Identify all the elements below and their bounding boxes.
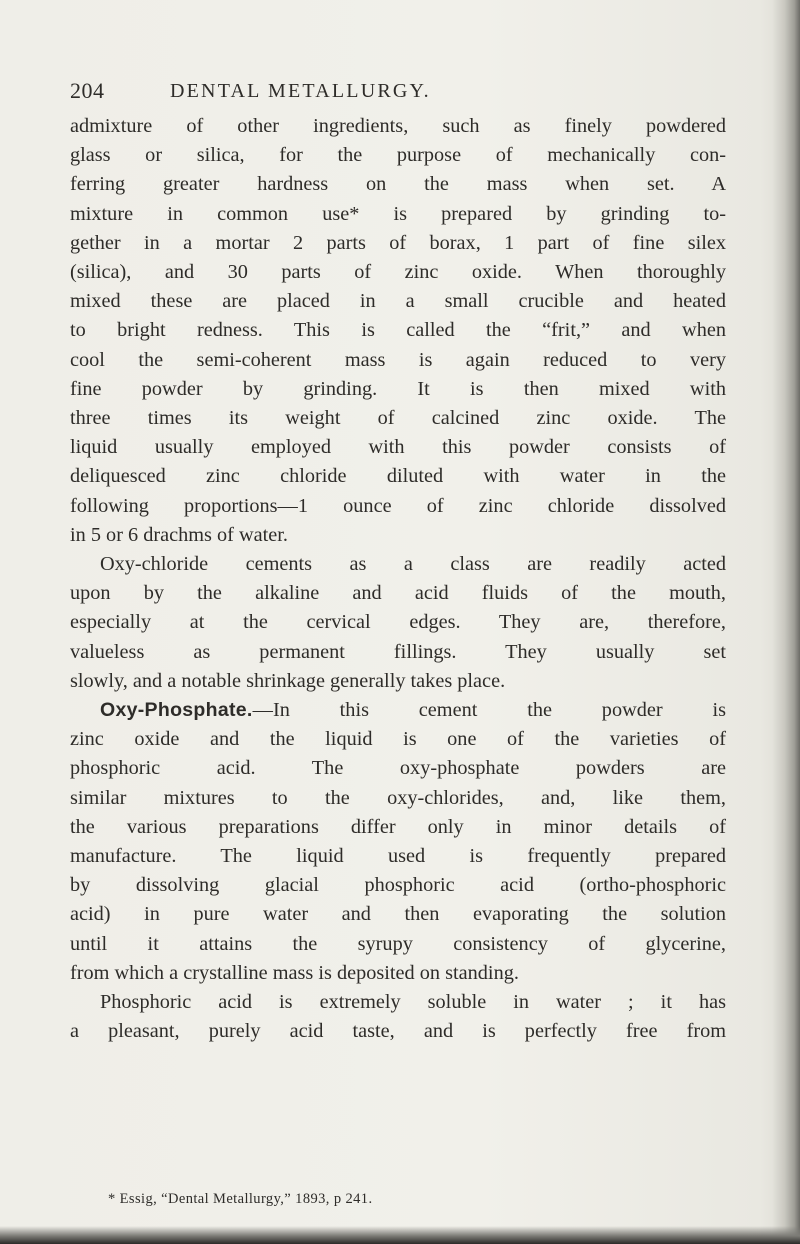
section-first-line-text: —In this cement the powder is (252, 699, 726, 722)
running-head: DENTAL METALLURGY. (170, 80, 431, 102)
section-heading: Oxy-Phosphate. (100, 699, 253, 722)
text-line: gether in a mortar 2 parts of borax, 1 part of fine silex (70, 231, 726, 254)
text-line: until it attains the syrupy consistency of glycerine, (70, 932, 726, 955)
text-line: three times its weight of calcined zinc oxide. The (70, 407, 726, 430)
text-line: from which a crystalline mass is deposited on standing. (70, 961, 519, 984)
text-line: liquid usually employed with this powder consists of (70, 436, 726, 459)
text-line: cool the semi-coherent mass is again reduced to very (70, 348, 726, 371)
text-line: valueless as permanent fillings. They usually set (70, 640, 726, 663)
footnote: * Essig, “Dental Metallurgy,” 1893, p 241. (108, 1191, 373, 1207)
text-line: mixed these are placed in a small crucible and heated (70, 290, 726, 313)
text-line: similar mixtures to the oxy-chlorides, and, like them, (70, 786, 726, 809)
text-line: mixture in common use* is prepared by grinding to- (70, 202, 726, 225)
page-number: 204 (70, 78, 105, 103)
section-first-line (70, 696, 726, 725)
text-line: in 5 or 6 drachms of water. (70, 523, 288, 546)
text-line: zinc oxide and the liquid is one of the varieties of (70, 728, 726, 751)
text-line: glass or silica, for the purpose of mechanically con- (70, 144, 726, 167)
text-line: slowly, and a notable shrinkage generally takes place. (70, 669, 506, 692)
text-line: fine powder by grinding. It is then mixed with (70, 377, 726, 400)
page-edge-shadow (772, 0, 800, 1244)
text-line: admixture of other ingredients, such as finely powdered (70, 115, 726, 137)
text-line: following proportions—1 ounce of zinc chloride dissolved (70, 494, 726, 517)
text-line: to bright redness. This is called the “frit,” and when (70, 319, 726, 342)
text-line: especially at the cervical edges. They are, therefore, (70, 611, 726, 634)
text-line: Phosphoric acid is extremely soluble in water ; it has (100, 991, 726, 1014)
text-line: Oxy-chloride cements as a class are readily acted (100, 553, 726, 576)
page-header (70, 78, 730, 108)
text-line: a pleasant, purely acid taste, and is perfectly free from (70, 1020, 726, 1043)
text-line: deliquesced zinc chloride diluted with water in the (70, 465, 726, 488)
text-line: manufacture. The liquid used is frequently prepared (70, 845, 726, 868)
text-line: phosphoric acid. The oxy-phosphate powders are (70, 757, 726, 780)
text-line: ferring greater hardness on the mass when set. A (70, 173, 726, 196)
text-line: upon by the alkaline and acid fluids of the mouth, (70, 582, 726, 605)
text-line: (silica), and 30 parts of zinc oxide. When thoroughly (70, 261, 726, 284)
text-line: acid) in pure water and then evaporating the solution (70, 903, 726, 926)
text-line: by dissolving glacial phosphoric acid (ortho-phosphoric (70, 874, 726, 897)
body-text (70, 112, 726, 1047)
text-line: the various preparations differ only in minor details of (70, 815, 726, 838)
page-bottom-shadow (0, 1226, 800, 1244)
